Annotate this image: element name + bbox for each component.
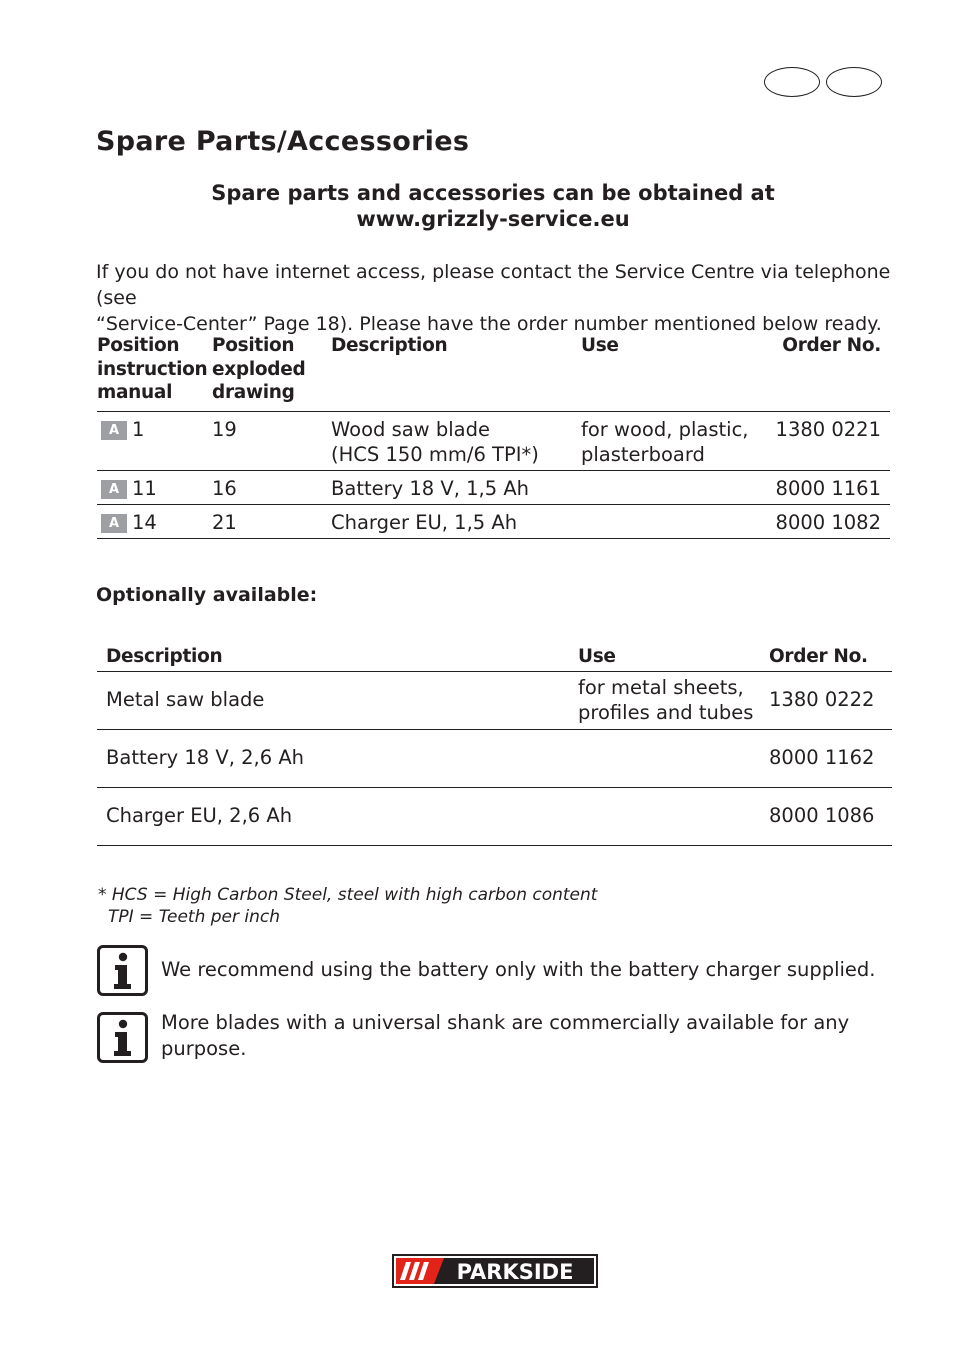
cell-position-drawing: 19 xyxy=(212,417,237,441)
cell-order-no: 1380 0221 xyxy=(775,417,881,441)
parkside-logo xyxy=(392,1254,598,1288)
header-use: Use xyxy=(581,335,619,356)
header-order-no: Order No. xyxy=(769,646,868,667)
cell-use: for wood, plastic, plasterboard xyxy=(581,417,749,466)
table-row xyxy=(97,788,892,846)
cell-description: Metal saw blade xyxy=(106,688,265,712)
figure-a-badge: A xyxy=(101,514,127,533)
table-row xyxy=(97,411,890,470)
cell-position-manual: A 1 xyxy=(97,411,212,470)
cell-description: Battery 18 V, 2,6 Ah xyxy=(106,746,305,770)
header-order-no: Order No. xyxy=(782,335,881,356)
table-header-row xyxy=(97,334,890,411)
info-i-glyph xyxy=(108,952,138,990)
cell-description: Charger EU, 1,5 Ah xyxy=(331,510,518,534)
intro-paragraph xyxy=(96,259,896,337)
cell-order-no: 1380 0222 xyxy=(769,688,875,712)
table-header-row xyxy=(97,645,892,672)
language-oval-2 xyxy=(826,67,882,97)
footnote: TPI = Teeth per inch xyxy=(108,907,281,927)
page-title: Spare Parts/Accessories xyxy=(96,126,470,157)
header-use: Use xyxy=(578,646,616,667)
figure-a-badge: A xyxy=(101,480,127,499)
info-note-text: More blades with a universal shank are commercially available for any purpose. xyxy=(161,1011,850,1060)
cell-position-manual: A 11 xyxy=(97,470,212,504)
info-note xyxy=(97,1010,897,1063)
cell-order-no: 8000 1086 xyxy=(769,804,875,828)
header-description: Description xyxy=(106,646,223,667)
intro-paragraph-line: If you do not have internet access, please contact the Service Centre via telephone (see xyxy=(96,261,891,309)
table-row xyxy=(97,672,892,730)
cell-order-no: 8000 1162 xyxy=(769,746,875,770)
optional-heading: Optionally available: xyxy=(96,584,318,606)
optional-accessories-table xyxy=(97,645,892,846)
cell-position-drawing: 16 xyxy=(212,476,237,500)
service-url: www.grizzly-service.eu xyxy=(356,207,630,231)
figure-a-badge: A xyxy=(101,421,127,440)
header-position-drawing: Position exploded drawing xyxy=(212,335,306,403)
cell-position-manual: A 14 xyxy=(97,504,212,538)
language-oval-1 xyxy=(764,67,820,97)
info-i-glyph xyxy=(108,1019,138,1057)
cell-description: Charger EU, 2,6 Ah xyxy=(106,804,293,828)
cell-use xyxy=(578,730,769,788)
cell-order-no: 8000 1161 xyxy=(775,476,881,500)
language-indicator xyxy=(764,67,882,97)
header-description: Description xyxy=(331,335,448,356)
table-row xyxy=(97,730,892,788)
cell-description: Battery 18 V, 1,5 Ah xyxy=(331,476,530,500)
cell-use xyxy=(581,504,761,538)
cell-use xyxy=(581,470,761,504)
info-icon xyxy=(97,1012,148,1063)
logo-wordmark: PARKSIDE xyxy=(456,1260,574,1284)
cell-use xyxy=(578,788,769,846)
info-note-text: We recommend using the battery only with the battery charger supplied. xyxy=(161,958,876,981)
info-icon xyxy=(97,945,148,996)
info-note xyxy=(97,945,897,996)
cell-use: for metal sheets, profiles and tubes xyxy=(578,676,754,724)
header-position-manual: Position instruction manual xyxy=(97,335,208,403)
spare-parts-table xyxy=(97,334,890,539)
cell-order-no: 8000 1082 xyxy=(775,510,881,534)
footnotes xyxy=(98,884,597,928)
intro-heading-line: Spare parts and accessories can be obtained at xyxy=(211,181,775,205)
cell-description: Wood saw blade (HCS 150 mm/6 TPI*) xyxy=(331,417,539,466)
table-row xyxy=(97,504,890,538)
intro-paragraph-line: “Service-Center” Page 18). Please have the order number mentioned below ready. xyxy=(96,313,882,335)
cell-position-drawing: 21 xyxy=(212,510,237,534)
footnote: * HCS = High Carbon Steel, steel with high carbon content xyxy=(98,885,598,905)
intro-heading xyxy=(96,180,890,232)
table-row xyxy=(97,470,890,504)
